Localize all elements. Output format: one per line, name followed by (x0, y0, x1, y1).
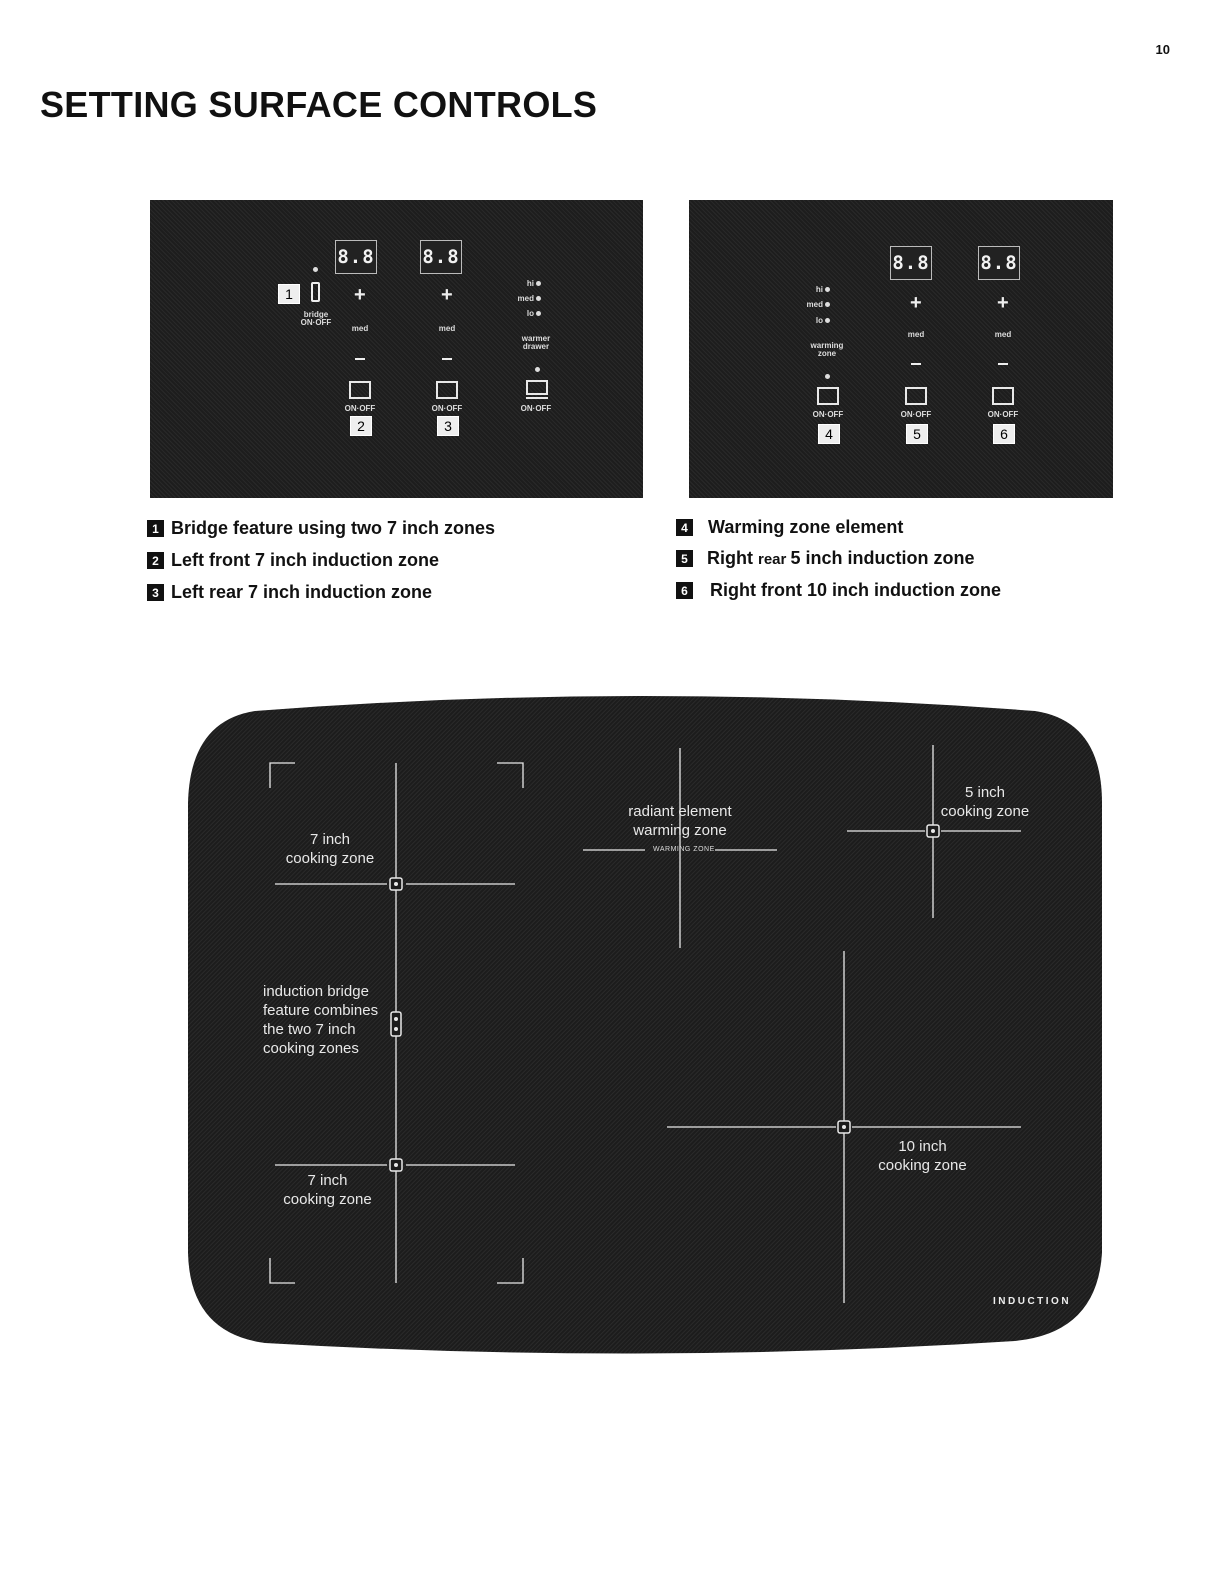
warming-hi-dot (825, 287, 830, 292)
warming-zone-label (605, 802, 755, 840)
legend-item-1 (147, 518, 495, 539)
warming-indicator-dot (825, 374, 830, 379)
bridge-indicator-dot (313, 267, 318, 272)
zone-center-dot (394, 1163, 398, 1167)
right-front-minus-button[interactable] (998, 363, 1008, 365)
legend-badge: 1 (147, 520, 164, 537)
bridge-center-dot (394, 1027, 398, 1031)
legend-text: Left front 7 inch induction zone (171, 550, 439, 570)
left-rear-plus-button[interactable]: + (441, 284, 453, 306)
warmer-hi-dot (536, 281, 541, 286)
legend-text: Bridge feature using two 7 inch zones (171, 518, 496, 538)
zone-center-dot (931, 829, 935, 833)
right-rear-med-label: med (907, 330, 925, 339)
legend-text: Right front 10 inch induction zone (710, 580, 1001, 600)
bridge-label: bridge (303, 310, 329, 319)
legend-text-part: 5 inch induction zone (790, 548, 975, 568)
page-number: 10 (1155, 42, 1170, 57)
warmer-hi-label: hi (526, 279, 534, 288)
warmer-onoff-key[interactable] (526, 380, 548, 395)
legend-badge: 5 (676, 550, 693, 567)
bridge-center-icon (391, 1012, 401, 1036)
left-rear-med-label: med (438, 324, 456, 333)
callout-1: 1 (278, 284, 300, 304)
warming-onoff-key[interactable] (817, 387, 839, 405)
label-line: 7 inch (309, 831, 351, 848)
left-front-onoff-label: ON·OFF (344, 404, 376, 413)
warming-hi-label: hi (815, 285, 823, 294)
label-line: warming zone (633, 822, 727, 839)
bridge-feature-label (263, 982, 378, 1058)
warmer-indicator-dot (535, 367, 540, 372)
warming-zone-label-1: warming (810, 341, 844, 350)
right-control-panel (689, 200, 1113, 498)
right-rear-display: 8.8 (890, 246, 932, 280)
label-line: cooking zone (878, 1157, 967, 1174)
warmer-drawer-label-1: warmer (521, 334, 551, 343)
five-inch-zone-label (925, 783, 1045, 821)
warming-med-dot (825, 302, 830, 307)
label-line: cooking zone (283, 1191, 372, 1208)
left-rear-onoff-key[interactable] (436, 381, 458, 399)
left-rear-display: 8.8 (420, 240, 462, 274)
label-line: the two 7 inch (263, 1021, 356, 1038)
ten-inch-zone-label (865, 1137, 980, 1175)
legend-text-part: rear (758, 551, 791, 568)
label-line: 7 inch (307, 1172, 348, 1189)
warmer-med-label: med (517, 294, 534, 303)
warming-med-label: med (806, 300, 823, 309)
legend-text: Left rear 7 inch induction zone (171, 582, 433, 602)
left-front-minus-button[interactable] (355, 358, 365, 360)
bridge-key[interactable] (311, 282, 320, 302)
left-rear-zone-label (280, 830, 380, 868)
label-line: induction bridge (263, 983, 369, 1000)
legend-badge: 3 (147, 584, 164, 601)
warming-lo-label: lo (815, 316, 823, 325)
legend-item-5 (676, 548, 975, 569)
left-front-plus-button[interactable]: + (354, 284, 366, 306)
zone-center-dot (842, 1125, 846, 1129)
right-rear-onoff-key[interactable] (905, 387, 927, 405)
left-rear-minus-button[interactable] (442, 358, 452, 360)
right-front-med-label: med (994, 330, 1012, 339)
page-title: SETTING SURFACE CONTROLS (40, 84, 598, 125)
warming-zone-mark: WARMING ZONE (653, 846, 715, 853)
callout-4: 4 (818, 424, 840, 444)
left-front-zone-label (270, 1171, 385, 1209)
warmer-med-dot (536, 296, 541, 301)
left-front-display: 8.8 (335, 240, 377, 274)
legend-item-4 (676, 517, 903, 538)
warmer-key-underline (526, 397, 548, 399)
label-line: 5 inch (964, 784, 1006, 801)
right-front-display: 8.8 (978, 246, 1020, 280)
legend-badge: 2 (147, 552, 164, 569)
cooktop-diagram (185, 693, 1102, 1356)
warmer-drawer-label-2: drawer (522, 342, 550, 351)
callout-6: 6 (993, 424, 1015, 444)
label-line: cooking zone (940, 803, 1030, 820)
right-front-plus-button[interactable]: + (997, 292, 1009, 314)
legend-text: Warming zone element (708, 517, 904, 537)
label-line: radiant element (628, 803, 732, 820)
legend-text-part: Right (707, 548, 758, 568)
zone-center-dot (394, 882, 398, 886)
left-front-med-label: med (351, 324, 369, 333)
legend-badge: 4 (676, 519, 693, 536)
warming-lo-dot (825, 318, 830, 323)
label-line: feature combines (263, 1002, 379, 1019)
warmer-lo-label: lo (526, 309, 534, 318)
callout-5: 5 (906, 424, 928, 444)
left-rear-onoff-label: ON·OFF (431, 404, 463, 413)
right-rear-minus-button[interactable] (911, 363, 921, 365)
warmer-onoff-label: ON·OFF (520, 404, 552, 413)
left-control-panel (150, 200, 643, 498)
right-rear-plus-button[interactable]: + (910, 292, 922, 314)
right-rear-onoff-label: ON·OFF (900, 410, 932, 419)
callout-3: 3 (437, 416, 459, 436)
callout-2: 2 (350, 416, 372, 436)
warmer-lo-dot (536, 311, 541, 316)
label-line: cooking zones (263, 1040, 359, 1057)
legend-item-2 (147, 550, 439, 571)
warming-onoff-label: ON·OFF (812, 410, 844, 419)
label-line: cooking zone (285, 850, 375, 867)
legend-badge: 6 (676, 582, 693, 599)
legend-item-3 (147, 582, 432, 603)
label-line: 10 inch (898, 1138, 947, 1155)
bridge-center-dot (394, 1017, 398, 1021)
warming-zone-label-2: zone (817, 349, 837, 358)
legend-text (707, 548, 975, 569)
induction-brand-mark: INDUCTION (993, 1296, 1072, 1307)
legend-item-6 (676, 580, 1001, 601)
right-front-onoff-label: ON·OFF (987, 410, 1019, 419)
bridge-onoff-label: ON·OFF (300, 318, 332, 327)
left-front-onoff-key[interactable] (349, 381, 371, 399)
right-front-onoff-key[interactable] (992, 387, 1014, 405)
